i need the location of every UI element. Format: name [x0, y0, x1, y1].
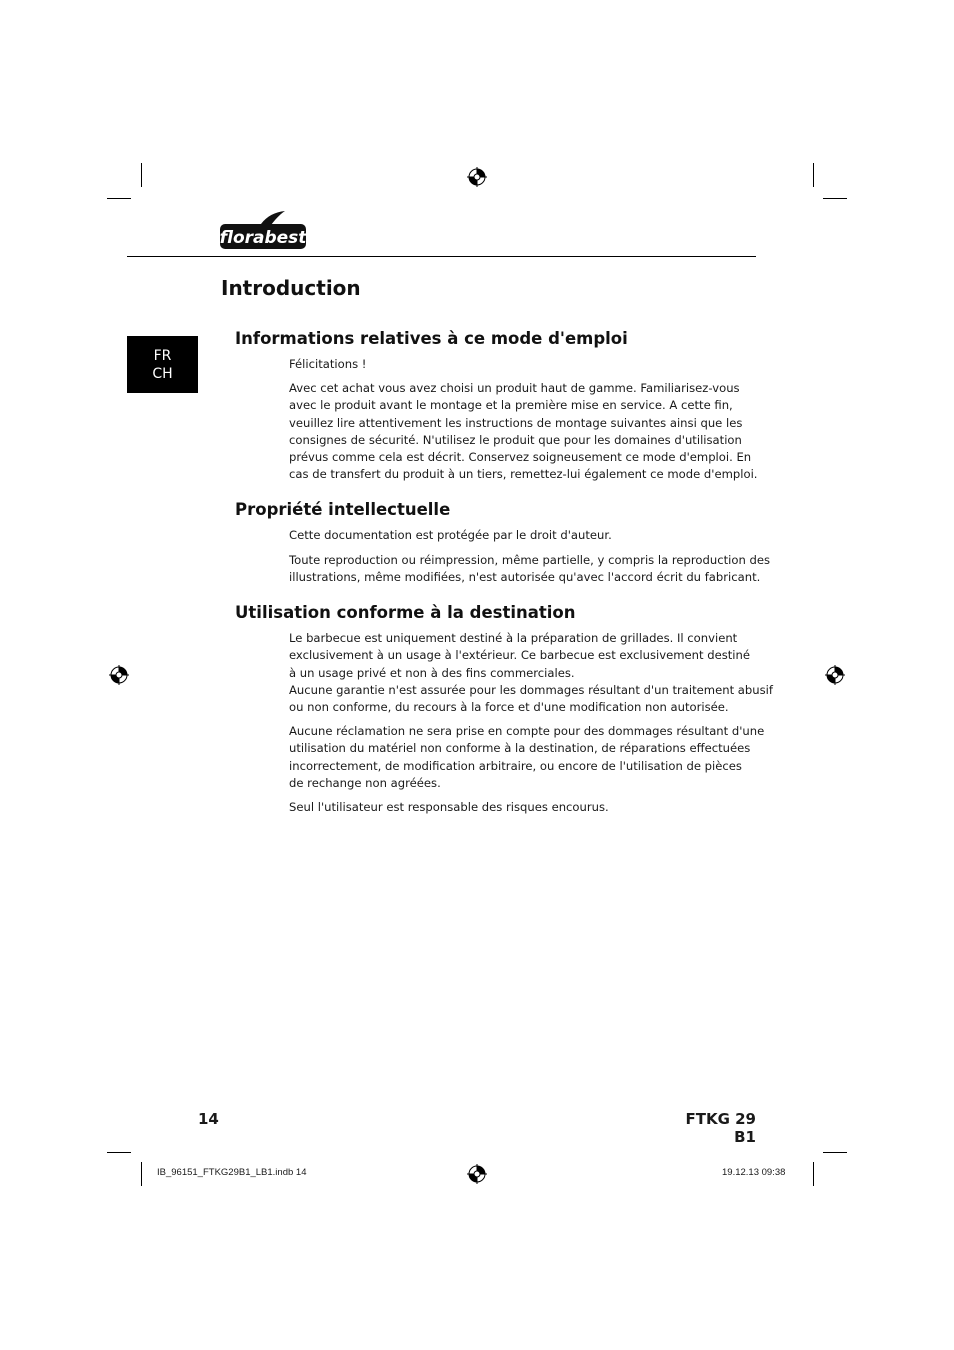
- text-line: de rechange non agréées.: [289, 775, 441, 790]
- crop-mark: [141, 1162, 142, 1186]
- crop-mark: [813, 163, 814, 187]
- print-slug-datetime: 19.12.13 09:38: [722, 1167, 786, 1178]
- text-line: ou non conforme, du recours à la force et d'une modification non autorisée.: [289, 700, 729, 715]
- model-number: FTKG 29 B1: [685, 1110, 756, 1146]
- registration-mark-icon: [467, 167, 487, 187]
- section-heading: Propriété intellectuelle: [235, 500, 451, 519]
- text-line: Félicitations !: [289, 357, 367, 371]
- text-line: utilisation du matériel non conforme à la destination, de réparations effectuées: [289, 741, 751, 756]
- text-line: cas de transfert du produit à un tiers, remettez-lui également ce mode d'emploi.: [289, 467, 758, 482]
- language-tab: [127, 336, 198, 393]
- paragraph: [289, 356, 739, 373]
- text-line: Toute reproduction ou réimpression, même partielle, y compris la reproduction des: [289, 553, 771, 567]
- crop-mark: [823, 198, 847, 199]
- language-code-ch: CH: [152, 365, 173, 382]
- crop-mark: [823, 1152, 847, 1153]
- crop-mark: [107, 198, 131, 199]
- text-line: consignes de sécurité. N'utilisez le produit que pour les domaines d'utilisation: [289, 432, 742, 447]
- language-code-fr: FR: [153, 347, 172, 364]
- print-slug-file: IB_96151_FTKG29B1_LB1.indb 14: [157, 1167, 307, 1178]
- florabest-logo: [219, 210, 309, 252]
- crop-mark: [813, 1162, 814, 1186]
- paragraph: [289, 723, 765, 792]
- text-line: Cette documentation est protégée par le droit d'auteur.: [289, 528, 612, 542]
- registration-mark-icon: [109, 665, 129, 685]
- page-title: Introduction: [221, 276, 361, 300]
- text-line: Aucune réclamation ne sera prise en compte pour des dommages résultant d'une: [289, 724, 765, 738]
- text-line: à un usage privé et non à des fins commerciales.: [289, 665, 575, 680]
- paragraph: [289, 799, 739, 816]
- section-heading: Utilisation conforme à la destination: [235, 603, 576, 622]
- paragraph: [289, 630, 773, 716]
- page-number: 14: [198, 1110, 219, 1128]
- text-line: Avec cet achat vous avez choisi un produit haut de gamme. Familiarisez-vous: [289, 381, 740, 395]
- text-line: Le barbecue est uniquement destiné à la préparation de grillades. Il convient: [289, 631, 738, 645]
- text-line: avec le produit avant le montage et la première mise en service. A cette fin,: [289, 398, 733, 413]
- text-line: incorrectement, de modification arbitraire, ou encore de l'utilisation de pièces: [289, 758, 742, 773]
- registration-mark-icon: [467, 1164, 487, 1184]
- section-heading: Informations relatives à ce mode d'emploi: [235, 329, 628, 348]
- text-line: exclusivement à un usage à l'extérieur. Ce barbecue est exclusivement destiné: [289, 648, 750, 663]
- text-line: Aucune garantie n'est assurée pour les dommages résultant d'un traitement abusif: [289, 682, 773, 697]
- logo-wordmark: florabest: [219, 228, 307, 248]
- crop-mark: [107, 1152, 131, 1153]
- text-line: veuillez lire attentivement les instructions de montage suivantes ainsi que les: [289, 415, 743, 430]
- paragraph: [289, 527, 739, 544]
- text-line: Seul l'utilisateur est responsable des risques encourus.: [289, 800, 609, 814]
- text-line: prévus comme cela est décrit. Conservez soigneusement ce mode d'emploi. En: [289, 450, 752, 465]
- registration-mark-icon: [825, 665, 845, 685]
- header-rule: [127, 256, 756, 257]
- paragraph: [289, 380, 758, 484]
- text-line: illustrations, même modifiées, n'est autorisée qu'avec l'accord écrit du fabricant.: [289, 570, 761, 585]
- paragraph: [289, 552, 771, 587]
- crop-mark: [141, 163, 142, 187]
